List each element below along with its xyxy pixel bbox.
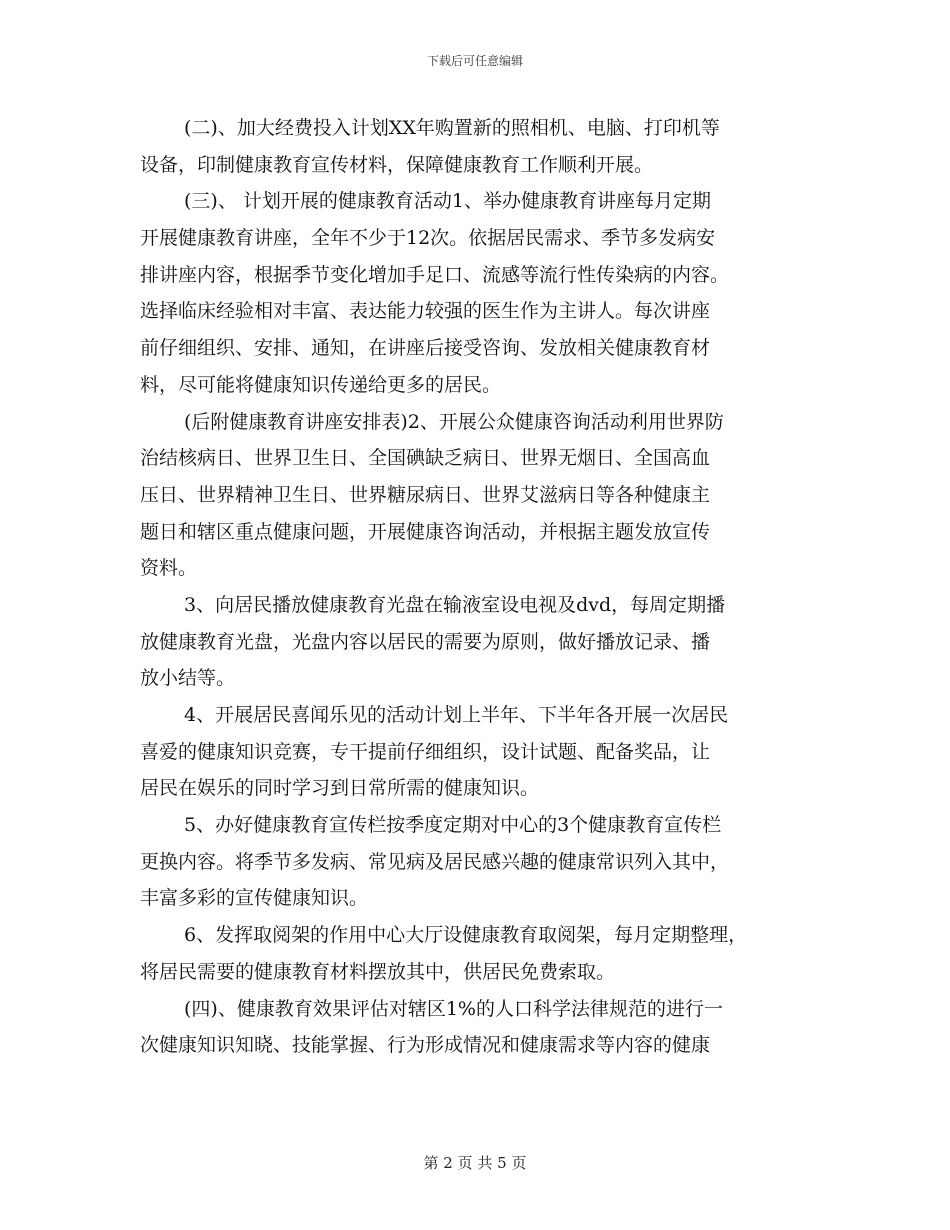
text-line: 选择临床经验相对丰富、表达能力较强的医生作为主讲人。每次讲座 <box>140 300 711 323</box>
text-line: 放健康教育光盘，光盘内容以居民的需要为原则，做好播放记录、播 <box>140 630 711 653</box>
text-line: (二)、加大经费投入计划XX年购置新的照相机、电脑、打印机等 <box>184 117 720 139</box>
text-line: 题日和辖区重点健康问题，开展健康咨询活动，并根据主题发放宣传 <box>140 520 711 543</box>
text-line: 3、向居民播放健康教育光盘在输液室设电视及dvd，每周定期播 <box>184 593 726 616</box>
text-line: 前仔细组织、安排、通知，在讲座后接受咨询、发放相关健康教育材 <box>140 337 711 360</box>
text-line: (四)、健康教育效果评估对辖区1%的人口科学法律规范的进行一 <box>184 997 723 1020</box>
text-line: 5、办好健康教育宣传栏按季度定期对中心的3个健康教育宣传栏 <box>184 814 722 837</box>
text-line: 开展健康教育讲座，全年不少于12次。依据居民需求、季节多发病安 <box>140 227 716 250</box>
text-line: 6、发挥取阅架的作用中心大厅设健康教育取阅架，每月定期整理， <box>184 924 748 947</box>
text-line: 放小结等。 <box>140 667 236 690</box>
text-line: 丰富多彩的宣传健康知识。 <box>140 887 369 910</box>
document-body <box>140 110 820 1064</box>
text-line: 资料。 <box>140 557 198 580</box>
page-header: 下载后可任意编辑 <box>426 54 523 68</box>
text-line: 将居民需要的健康教育材料摆放其中，供居民免费索取。 <box>140 960 616 983</box>
text-line: 料，尽可能将健康知识传递给更多的居民。 <box>140 373 502 396</box>
text-line: 排讲座内容，根据季节变化增加手足口、流感等流行性传染病的内容。 <box>140 263 730 286</box>
text-line: (后附健康教育讲座安排表)2、开展公众健康咨询活动利用世界防 <box>184 410 724 433</box>
text-line: 压日、世界精神卫生日、世界糖尿病日、世界艾滋病日等各种健康主 <box>140 483 711 506</box>
text-line: 喜爱的健康知识竞赛，专干提前仔细组织，设计试题、配备奖品，让 <box>140 740 711 763</box>
text-line: (三)、 计划开展的健康教育活动1、举办健康教育讲座每月定期 <box>184 190 711 213</box>
text-line: 4、开展居民喜闻乐见的活动计划上半年、下半年各开展一次居民 <box>184 704 729 726</box>
page-footer: 第 2 页 共 5 页 <box>423 1154 527 1172</box>
text-line: 治结核病日、世界卫生日、全国碘缺乏病日、世界无烟日、全国高血 <box>140 447 711 470</box>
text-line: 居民在娱乐的同时学习到日常所需的健康知识。 <box>140 777 540 800</box>
text-line: 次健康知识知晓、技能掌握、行为形成情况和健康需求等内容的健康 <box>140 1034 711 1057</box>
text-line: 更换内容。将季节多发病、常见病及居民感兴趣的健康常识列入其中， <box>140 850 730 873</box>
text-line: 设备，印制健康教育宣传材料，保障健康教育工作顺利开展。 <box>140 153 654 176</box>
